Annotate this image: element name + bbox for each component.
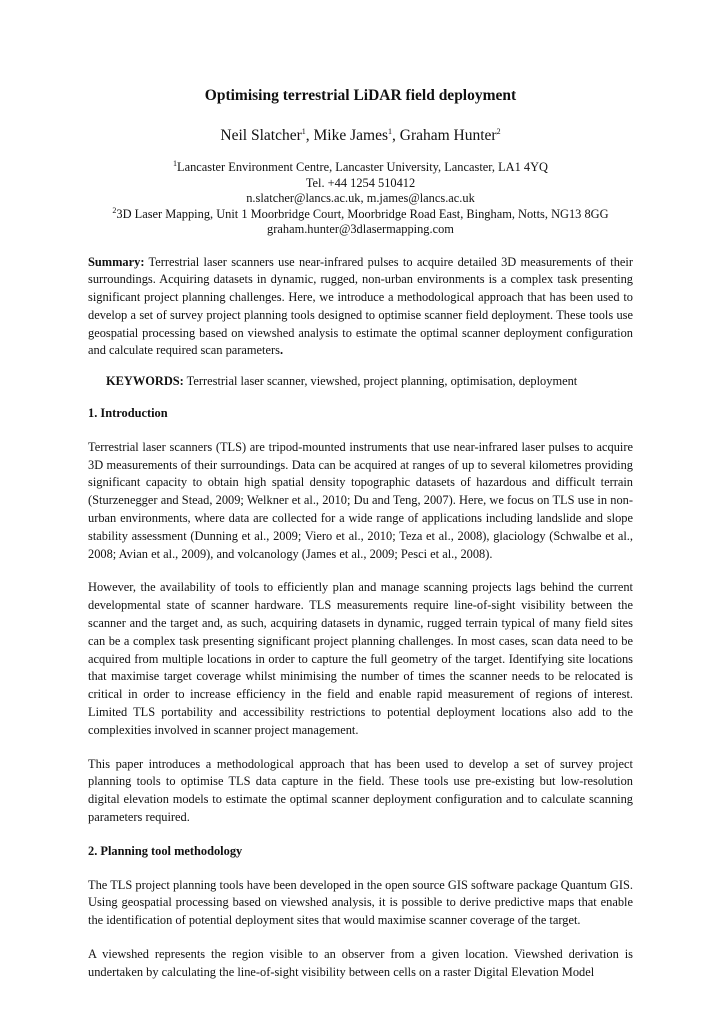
author-name: Graham Hunter (399, 127, 497, 144)
section-1-heading: 1. Introduction (88, 406, 168, 421)
section-1-paragraph-2: However, the availability of tools to efficiently plan and manage scanning projects lags behind the current developmental state of scanner hardware. TLS measurements require line-of-sight visibility between the scanner and the target and, as such, acquiring datasets in dynamic, rugged terrain typical of many field sites can be a complex task presenting significant project planning challenges. In most cases, scan data need to be acquired from multiple locations in order to capture the full geometry of the target. Identifying site locations that maximise target coverage whilst minimising the number of times the scanner needs to be relocated is critical in order to increase efficiency in the field and enable rapid measurement of regions of interest. Limited TLS portability and accessibility restrictions to potential deployment locations also add to the complexities involved in scanner project management. (88, 580, 633, 737)
section-2-heading: 2. Planning tool methodology (88, 843, 243, 858)
summary-label: Summary: (88, 254, 145, 269)
author-affiliation-mark: 1 (388, 126, 392, 136)
keywords-text: Terrestrial laser scanner, viewshed, project planning, optimisation, deployment (186, 374, 578, 389)
affiliation-text: 3D Laser Mapping, Unit 1 Moorbridge Court, Moorbridge Road East, Bingham, Notts, NG13 8GG (116, 206, 609, 221)
affiliation-text: Lancaster Environment Centre, Lancaster University, Lancaster, LA1 4YQ (177, 160, 548, 174)
keywords-label: KEYWORDS: (106, 374, 184, 389)
keywords-line (88, 373, 633, 391)
paper-title: Optimising terrestrial LiDAR field deployment (204, 87, 517, 104)
section-2-paragraph-1: The TLS project planning tools have been developed in the open source GIS software package Quantum GIS. Using geospatial processing based on viewshed analysis, it is possible to derive predictive maps that enable the identification of potential deployment sites that would maximise scanner coverage of the target. (88, 877, 633, 928)
affiliation-2 (88, 207, 633, 223)
affiliation-1-tel: Tel. +44 1254 510412 (305, 175, 416, 190)
affiliation-number: 2 (112, 205, 117, 215)
section-1-paragraph-1: Terrestrial laser scanners (TLS) are tripod-mounted instruments that use near-infrared laser pulses to acquire 3D measurements of their surroundings. Data can be acquired at ranges of up to several kilometres providing significant capacity to obtain high spatial density topographic datasets of hazardous and difficult terrain (Sturzenegger and Stead, 2009; Welkner et al., 2010; Du and Teng, 2007). Here, we focus on TLS use in non-urban environments, where data are collected for a wide range of applications including landslide and slope stability assessment (Dunning et al., 2009; Viero et al., 2010; Teza et al., 2008), glaciology (Schwalbe et al., 2008; Avian et al., 2009), and volcanology (James et al., 2009; Pesci et al., 2008). (88, 439, 633, 561)
author-separator: , (392, 127, 400, 144)
section-2-paragraph-2: A viewshed represents the region visible to an observer from a given location. Viewshed derivation is undertaken by calculating the line-of-sight visibility between cells on a raster Digital Elevation Model (88, 947, 633, 979)
author-affiliation-mark: 2 (496, 126, 501, 136)
summary-end: . (279, 343, 284, 358)
affiliation-1 (88, 160, 633, 176)
author-name: Neil Slatcher (220, 127, 302, 144)
affiliation-1-email: n.slatcher@lancs.ac.uk, m.james@lancs.ac.uk (246, 191, 475, 205)
affiliation-2-email: graham.hunter@3dlasermapping.com (267, 222, 454, 236)
author-name: Mike James (313, 127, 388, 144)
author-list (88, 126, 633, 146)
summary-text: Terrestrial laser scanners use near-infrared pulses to acquire detailed 3D measurements of their surroundings. Acquiring datasets in dynamic, rugged, non-urban environments is a complex task presenting significant project planning challenges. Here, we introduce a methodological approach that has been used to develop a set of survey project planning tools designed to optimise scanner field deployment. These tools use geospatial processing based on viewshed analysis to estimate the optimal scanner deployment configuration and calculate required scan parameters (88, 254, 633, 358)
section-1-paragraph-3: This paper introduces a methodological approach that has been used to develop a set of survey project planning tools to optimise TLS data capture in the field. These tools use pre-existing but low-resolution digital elevation models to estimate the optimal scanner deployment configuration and to calculate scanning parameters required. (88, 756, 633, 825)
affiliation-number: 1 (173, 158, 178, 168)
author-separator: , (305, 127, 314, 144)
summary-paragraph (88, 254, 633, 361)
author-affiliation-mark: 1 (301, 126, 306, 136)
